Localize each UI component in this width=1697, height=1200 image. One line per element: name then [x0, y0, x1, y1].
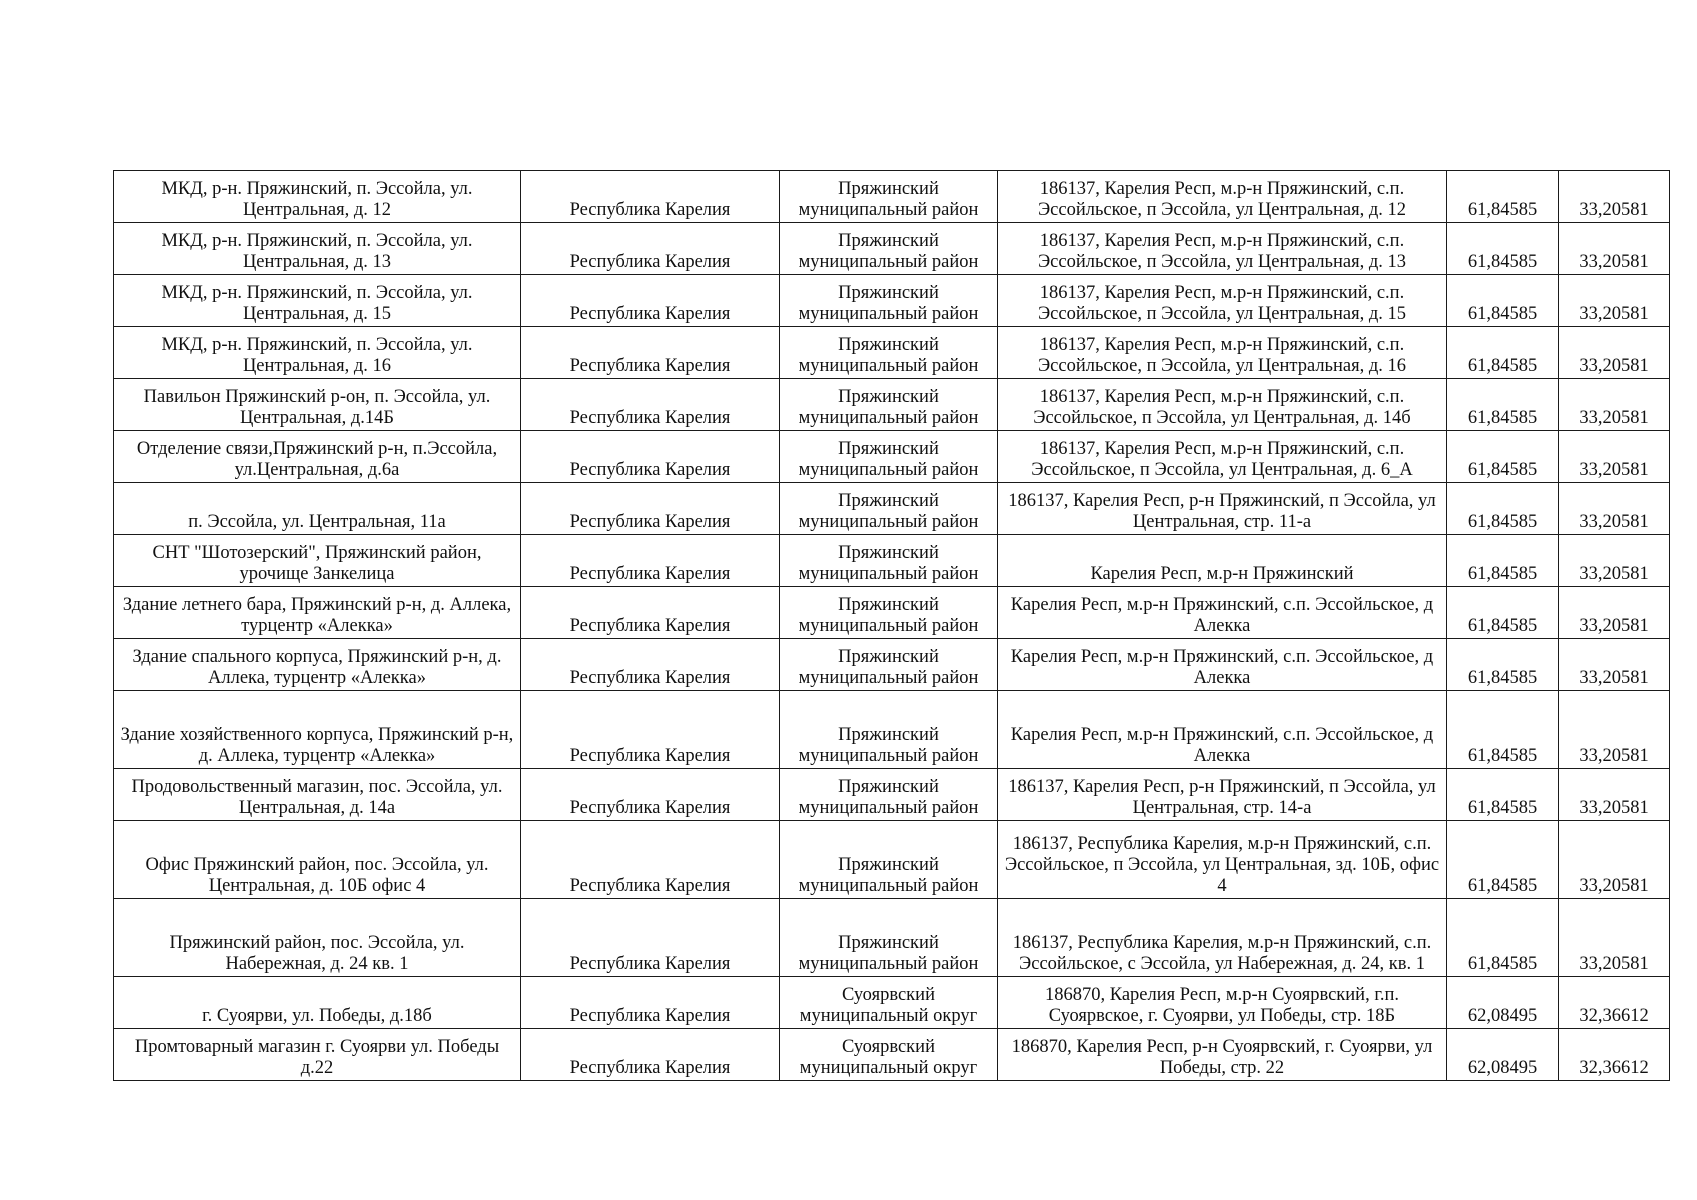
latitude-cell: 61,84585 [1447, 639, 1559, 691]
latitude-cell: 61,84585 [1447, 587, 1559, 639]
address-cell: 186137, Карелия Респ, р-н Пряжинский, п Эссойла, ул Центральная, стр. 11-а [998, 483, 1447, 535]
address-cell: 186137, Карелия Респ, м.р-н Пряжинский, с.п. Эссойльское, п Эссойла, ул Центральная, д. 13 [998, 223, 1447, 275]
region-cell: Республика Карелия [521, 535, 780, 587]
table-row [114, 431, 1670, 483]
table-row [114, 171, 1670, 223]
table-row [114, 821, 1670, 899]
address-cell: Карелия Респ, м.р-н Пряжинский, с.п. Эссойльское, д Алекка [998, 691, 1447, 769]
longitude-cell: 33,20581 [1559, 171, 1670, 223]
region-cell: Республика Карелия [521, 691, 780, 769]
table-row [114, 483, 1670, 535]
region-cell: Республика Карелия [521, 587, 780, 639]
table-row [114, 327, 1670, 379]
object-name-cell: МКД, р-н. Пряжинский, п. Эссойла, ул. Центральная, д. 16 [114, 327, 521, 379]
table-row [114, 587, 1670, 639]
district-cell: Пряжинский муниципальный район [780, 587, 998, 639]
longitude-cell: 33,20581 [1559, 535, 1670, 587]
objects-table-body [114, 171, 1670, 1081]
region-cell: Республика Карелия [521, 821, 780, 899]
latitude-cell: 61,84585 [1447, 379, 1559, 431]
address-cell: 186137, Республика Карелия, м.р-н Пряжинский, с.п. Эссойльское, п Эссойла, ул Центральная, зд. 10Б, офис 4 [998, 821, 1447, 899]
table-row [114, 379, 1670, 431]
table-row [114, 691, 1670, 769]
region-cell: Республика Карелия [521, 431, 780, 483]
address-cell: 186137, Карелия Респ, м.р-н Пряжинский, с.п. Эссойльское, п Эссойла, ул Центральная, д. 12 [998, 171, 1447, 223]
objects-table [113, 170, 1670, 1081]
object-name-cell: Здание хозяйственного корпуса, Пряжинский р-н, д. Аллека, турцентр «Алекка» [114, 691, 521, 769]
object-name-cell: СНТ "Шотозерский", Пряжинский район, урочище Занкелица [114, 535, 521, 587]
object-name-cell: Здание спального корпуса, Пряжинский р-н, д. Аллека, турцентр «Алекка» [114, 639, 521, 691]
longitude-cell: 33,20581 [1559, 769, 1670, 821]
longitude-cell: 33,20581 [1559, 327, 1670, 379]
table-row [114, 1029, 1670, 1081]
object-name-cell: Пряжинский район, пос. Эссойла, ул. Набережная, д. 24 кв. 1 [114, 899, 521, 977]
table-row [114, 899, 1670, 977]
address-cell: 186137, Карелия Респ, м.р-н Пряжинский, с.п. Эссойльское, п Эссойла, ул Центральная, д. 6_А [998, 431, 1447, 483]
longitude-cell: 32,36612 [1559, 977, 1670, 1029]
longitude-cell: 33,20581 [1559, 223, 1670, 275]
latitude-cell: 61,84585 [1447, 275, 1559, 327]
latitude-cell: 61,84585 [1447, 535, 1559, 587]
latitude-cell: 61,84585 [1447, 223, 1559, 275]
latitude-cell: 62,08495 [1447, 1029, 1559, 1081]
object-name-cell: МКД, р-н. Пряжинский, п. Эссойла, ул. Центральная, д. 13 [114, 223, 521, 275]
object-name-cell: МКД, р-н. Пряжинский, п. Эссойла, ул. Центральная, д. 15 [114, 275, 521, 327]
region-cell: Республика Карелия [521, 899, 780, 977]
address-cell: 186137, Карелия Респ, м.р-н Пряжинский, с.п. Эссойльское, п Эссойла, ул Центральная, д. 15 [998, 275, 1447, 327]
address-cell: 186870, Карелия Респ, м.р-н Суоярвский, г.п. Суоярвское, г. Суоярви, ул Победы, стр. 18Б [998, 977, 1447, 1029]
district-cell: Пряжинский муниципальный район [780, 769, 998, 821]
region-cell: Республика Карелия [521, 977, 780, 1029]
object-name-cell: Промтоварный магазин г. Суоярви ул. Победы д.22 [114, 1029, 521, 1081]
table-row [114, 535, 1670, 587]
longitude-cell: 33,20581 [1559, 691, 1670, 769]
address-cell: 186137, Республика Карелия, м.р-н Пряжинский, с.п. Эссойльское, с Эссойла, ул Набережная, д. 24, кв. 1 [998, 899, 1447, 977]
district-cell: Пряжинский муниципальный район [780, 639, 998, 691]
region-cell: Республика Карелия [521, 483, 780, 535]
object-name-cell: г. Суоярви, ул. Победы, д.18б [114, 977, 521, 1029]
district-cell: Пряжинский муниципальный район [780, 275, 998, 327]
district-cell: Пряжинский муниципальный район [780, 535, 998, 587]
district-cell: Пряжинский муниципальный район [780, 431, 998, 483]
object-name-cell: Павильон Пряжинский р-он, п. Эссойла, ул. Центральная, д.14Б [114, 379, 521, 431]
region-cell: Республика Карелия [521, 379, 780, 431]
region-cell: Республика Карелия [521, 327, 780, 379]
region-cell: Республика Карелия [521, 223, 780, 275]
latitude-cell: 61,84585 [1447, 327, 1559, 379]
longitude-cell: 33,20581 [1559, 483, 1670, 535]
address-cell: Карелия Респ, м.р-н Пряжинский, с.п. Эссойльское, д Алекка [998, 639, 1447, 691]
district-cell: Пряжинский муниципальный район [780, 691, 998, 769]
latitude-cell: 61,84585 [1447, 899, 1559, 977]
district-cell: Суоярвский муниципальный округ [780, 977, 998, 1029]
district-cell: Пряжинский муниципальный район [780, 327, 998, 379]
latitude-cell: 61,84585 [1447, 171, 1559, 223]
district-cell: Пряжинский муниципальный район [780, 171, 998, 223]
region-cell: Республика Карелия [521, 639, 780, 691]
table-row [114, 639, 1670, 691]
address-cell: 186137, Карелия Респ, р-н Пряжинский, п Эссойла, ул Центральная, стр. 14-а [998, 769, 1447, 821]
object-name-cell: п. Эссойла, ул. Центральная, 11а [114, 483, 521, 535]
region-cell: Республика Карелия [521, 769, 780, 821]
table-row [114, 977, 1670, 1029]
table-row [114, 275, 1670, 327]
address-cell: 186137, Карелия Респ, м.р-н Пряжинский, с.п. Эссойльское, п Эссойла, ул Центральная, д. 14б [998, 379, 1447, 431]
object-name-cell: Здание летнего бара, Пряжинский р-н, д. Аллека, турцентр «Алекка» [114, 587, 521, 639]
object-name-cell: Отделение связи,Пряжинский р-н, п.Эссойла, ул.Центральная, д.6а [114, 431, 521, 483]
district-cell: Пряжинский муниципальный район [780, 483, 998, 535]
region-cell: Республика Карелия [521, 171, 780, 223]
longitude-cell: 33,20581 [1559, 821, 1670, 899]
address-cell: 186137, Карелия Респ, м.р-н Пряжинский, с.п. Эссойльское, п Эссойла, ул Центральная, д. 16 [998, 327, 1447, 379]
table-row [114, 223, 1670, 275]
longitude-cell: 33,20581 [1559, 275, 1670, 327]
longitude-cell: 33,20581 [1559, 379, 1670, 431]
longitude-cell: 33,20581 [1559, 587, 1670, 639]
district-cell: Пряжинский муниципальный район [780, 379, 998, 431]
longitude-cell: 33,20581 [1559, 431, 1670, 483]
address-cell: Карелия Респ, м.р-н Пряжинский, с.п. Эссойльское, д Алекка [998, 587, 1447, 639]
longitude-cell: 33,20581 [1559, 899, 1670, 977]
district-cell: Пряжинский муниципальный район [780, 821, 998, 899]
region-cell: Республика Карелия [521, 275, 780, 327]
latitude-cell: 61,84585 [1447, 483, 1559, 535]
object-name-cell: МКД, р-н. Пряжинский, п. Эссойла, ул. Центральная, д. 12 [114, 171, 521, 223]
longitude-cell: 32,36612 [1559, 1029, 1670, 1081]
object-name-cell: Офис Пряжинский район, пос. Эссойла, ул. Центральная, д. 10Б офис 4 [114, 821, 521, 899]
district-cell: Пряжинский муниципальный район [780, 223, 998, 275]
latitude-cell: 61,84585 [1447, 769, 1559, 821]
latitude-cell: 61,84585 [1447, 821, 1559, 899]
object-name-cell: Продовольственный магазин, пос. Эссойла, ул. Центральная, д. 14а [114, 769, 521, 821]
address-cell: Карелия Респ, м.р-н Пряжинский [998, 535, 1447, 587]
district-cell: Пряжинский муниципальный район [780, 899, 998, 977]
address-cell: 186870, Карелия Респ, р-н Суоярвский, г. Суоярви, ул Победы, стр. 22 [998, 1029, 1447, 1081]
latitude-cell: 61,84585 [1447, 431, 1559, 483]
latitude-cell: 61,84585 [1447, 691, 1559, 769]
region-cell: Республика Карелия [521, 1029, 780, 1081]
district-cell: Суоярвский муниципальный округ [780, 1029, 998, 1081]
latitude-cell: 62,08495 [1447, 977, 1559, 1029]
table-row [114, 769, 1670, 821]
longitude-cell: 33,20581 [1559, 639, 1670, 691]
